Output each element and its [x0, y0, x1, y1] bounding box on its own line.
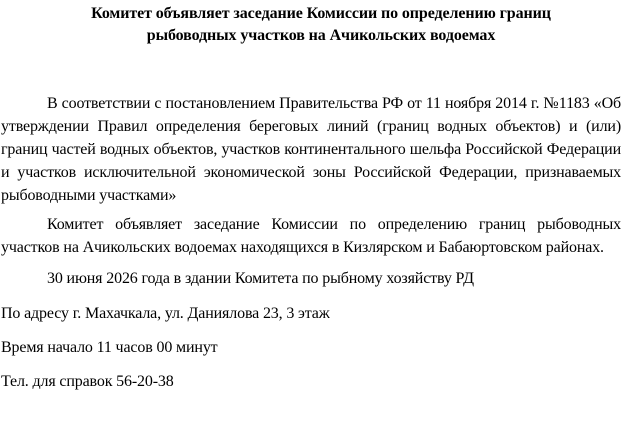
document-title [1, 0, 621, 47]
legal-basis-paragraph: В соответствии с постановлением Правительства РФ от 11 ноября 2014 г. №1183 «Об утверждении Правил определения береговых линий (границ водных объектов) и (или) границ частей водных объектов, участков континентального шельфа Российской Федерации и участков исключительной экономической зоны Российской Федерации, признаваемых рыбоводными участками» [1, 95, 621, 204]
title-line-2: рыбоводных участков на Ачикольских водоемах [146, 27, 496, 44]
announcement-paragraph: Комитет объявляет заседание Комиссии по определению границ рыбоводных участков на Ачикольских водоемах находящихся в Кизлярском и Бабаюртовском районах. [1, 216, 621, 256]
meeting-date-location: 30 июня 2026 года в здании Комитета по рыбному хозяйству РД [47, 270, 474, 287]
reference-phone: Тел. для справок 56-20-38 [1, 373, 174, 390]
meeting-start-time: Время начало 11 часов 00 минут [1, 339, 218, 356]
title-line-1: Комитет объявляет заседание Комиссии по определению границ [91, 5, 551, 22]
meeting-address: По адресу г. Махачкала, ул. Даниялова 23, 3 этаж [1, 305, 330, 322]
